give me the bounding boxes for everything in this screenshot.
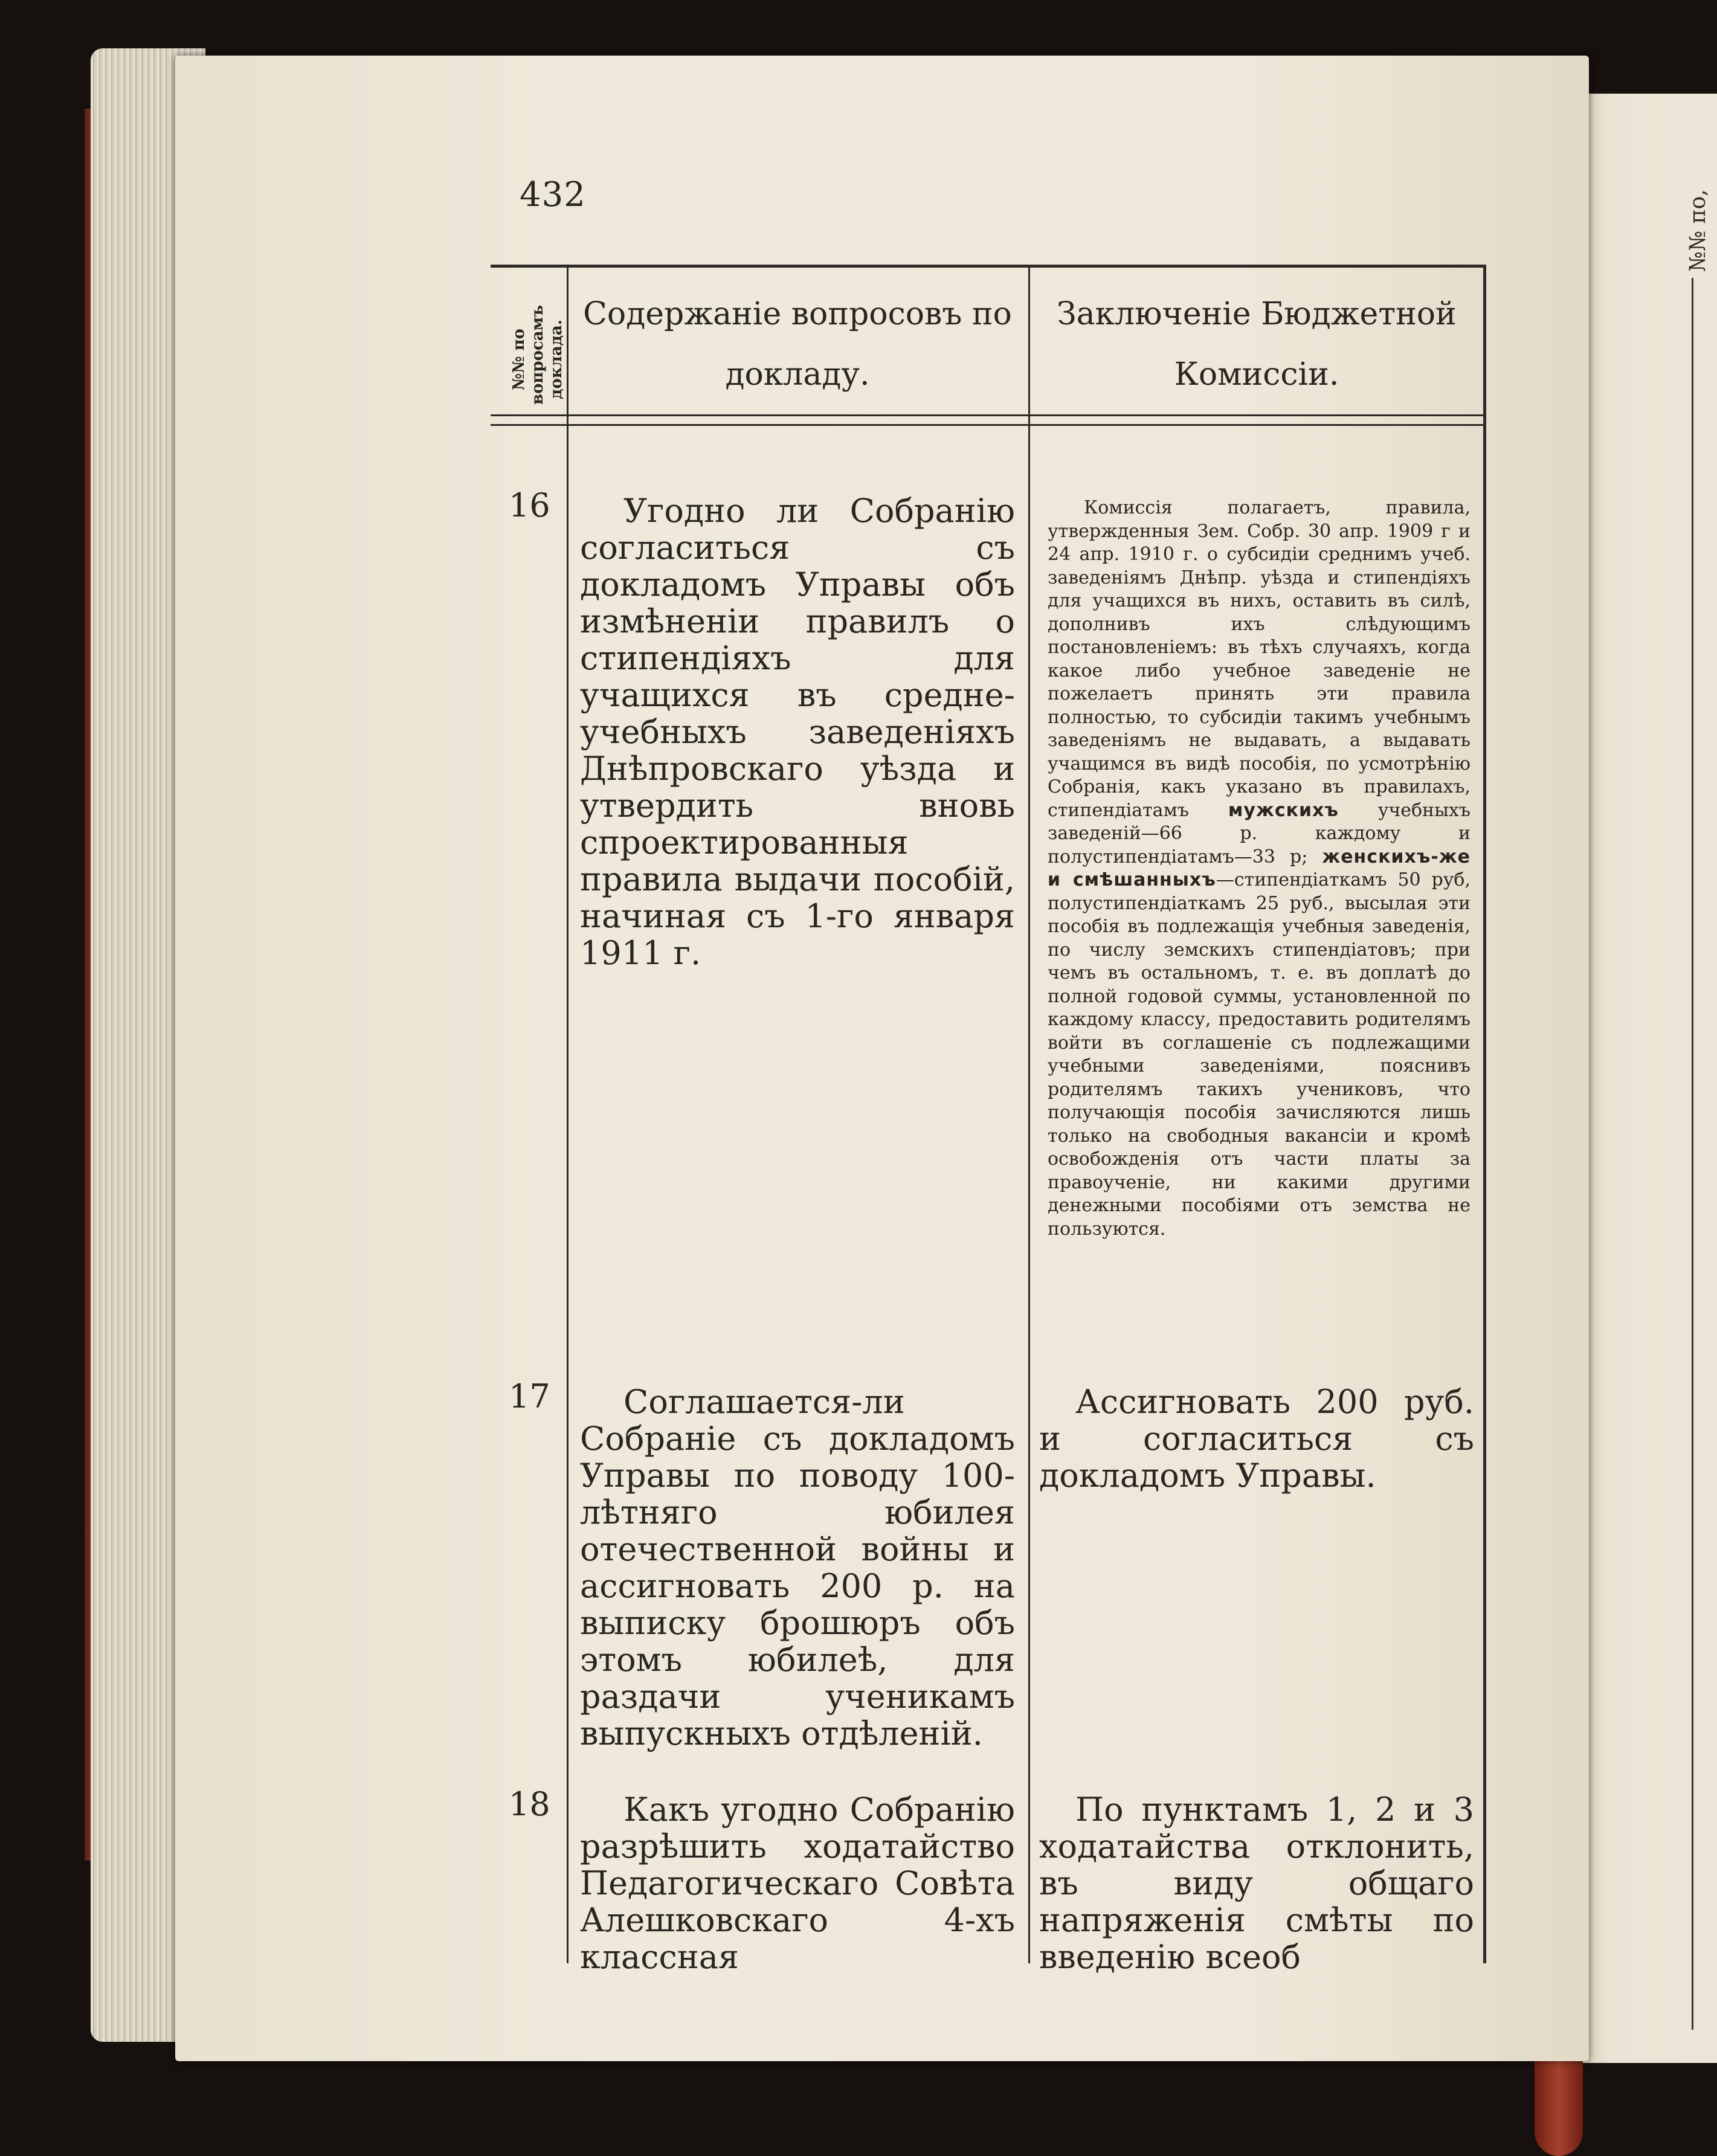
- conclusion-text: [1048, 497, 1471, 1241]
- header-conclusion-column: Заключеніе Бюджетной Комиссіи.: [1057, 296, 1457, 393]
- row-conclusion: [1039, 1791, 1474, 1975]
- header-bottom-rule-double: [491, 424, 1486, 426]
- question-text: Угодно ли Собранію согласиться съ докладомъ Управы объ измѣненіи правилъ о стипендіяхъ для учащихся въ средне-учебныхъ заведеніяхъ Днѣпровскаго уѣзда и утвердить вновь спроектированныя правила выдачи пособій, начиная съ 1-го января 1911 г.: [580, 492, 1015, 972]
- table-right-border: [1483, 266, 1486, 1963]
- facing-page-header-fragment: [1686, 242, 1710, 272]
- row-number: 16: [509, 486, 550, 524]
- row-question: [580, 492, 1015, 971]
- row-question: [580, 1383, 1015, 1752]
- conclusion-text: По пунктамъ 1, 2 и 3 ходатайства отклонить, въ виду общаго напряженія смѣты по введенію всеоб: [1039, 1791, 1474, 1976]
- conclusion-text-part: Комиссія полагаетъ, правила, утвержденныя Зем. Собр. 30 апр. 1909 г и 24 апр. 1910 г. о субсидіи среднимъ учеб. заведеніямъ Днѣпр. уѣзда и стипендіяхъ для учащихся въ нихъ, оставить въ силѣ, дополнивъ ихъ слѣдующимъ постановленіемъ: въ тѣхъ случаяхъ, когда какое либо учебное заведеніе не пожелаетъ принять эти правила полностью, то субсидіи такимъ учебнымъ заведеніямъ не выдавать, а выдавать учащимся въ видѣ пособія, по усмотрѣнію Собранія, какъ указано въ правилахъ, стипендіатамъ: [1048, 497, 1471, 821]
- conclusion-text-part: учебныхъ заведеній—66 р. каждому и полустипендіатамъ—33 р;: [1048, 799, 1471, 867]
- row-question: [580, 1791, 1015, 1975]
- facing-page: [1583, 94, 1717, 2063]
- row-number: 17: [509, 1377, 550, 1415]
- column-divider-2: [1028, 266, 1030, 1963]
- conclusion-emphasis: женскихъ-же и смѣшанныхъ: [1048, 846, 1471, 890]
- row-conclusion: [1039, 1383, 1474, 1494]
- header-question-column: Содержаніе вопросовъ по докладу.: [583, 296, 1012, 393]
- page-number: 432: [520, 175, 586, 214]
- column-divider-1: [567, 266, 569, 1963]
- row-number: 18: [509, 1785, 550, 1823]
- facing-page-rule: [1692, 278, 1693, 2030]
- table-top-rule: [491, 265, 1486, 268]
- header-number-column: №№ по вопросамъ доклада.: [510, 304, 565, 405]
- conclusion-text-part: —стипендіаткамъ 50 руб, полустипендіаткамъ 25 руб., высылая эти пособія въ подлежащія учебныя заведенія, по числу земскихъ стипендіатовъ; при чемъ въ остальномъ, т. е. въ доплатѣ до полной годовой суммы, установленной по каждому классу, предоставить родителямъ войти въ соглашеніе съ подлежащими учебными заведеніями, пояснивъ родителямъ такихъ учениковъ, что получающія пособія зачисляются лишь только на свободныя вакансіи и кромѣ освобожденія отъ части платы за правоученіе, ни какими другими денежными пособіями отъ земства не пользуются.: [1048, 869, 1471, 1240]
- question-text: Какъ угодно Собранію разрѣшить ходатайство Педагогическаго Совѣта Алешковскаго 4-хъ классная: [580, 1791, 1015, 1976]
- conclusion-text: Ассигновать 200 руб. и согласиться съ докладомъ Управы.: [1039, 1383, 1474, 1495]
- conclusion-emphasis: мужскихъ: [1228, 799, 1339, 821]
- question-text: Соглашается-ли Собраніе съ докладомъ Управы по поводу 100-лѣтняго юбилея отечественной войны и ассигновать 200 р. на выписку брошюръ объ этомъ юбилеѣ, для раздачи ученикамъ выпускныхъ отдѣленій.: [580, 1383, 1015, 1752]
- header-bottom-rule: [491, 414, 1486, 416]
- row-conclusion: [1048, 497, 1471, 1241]
